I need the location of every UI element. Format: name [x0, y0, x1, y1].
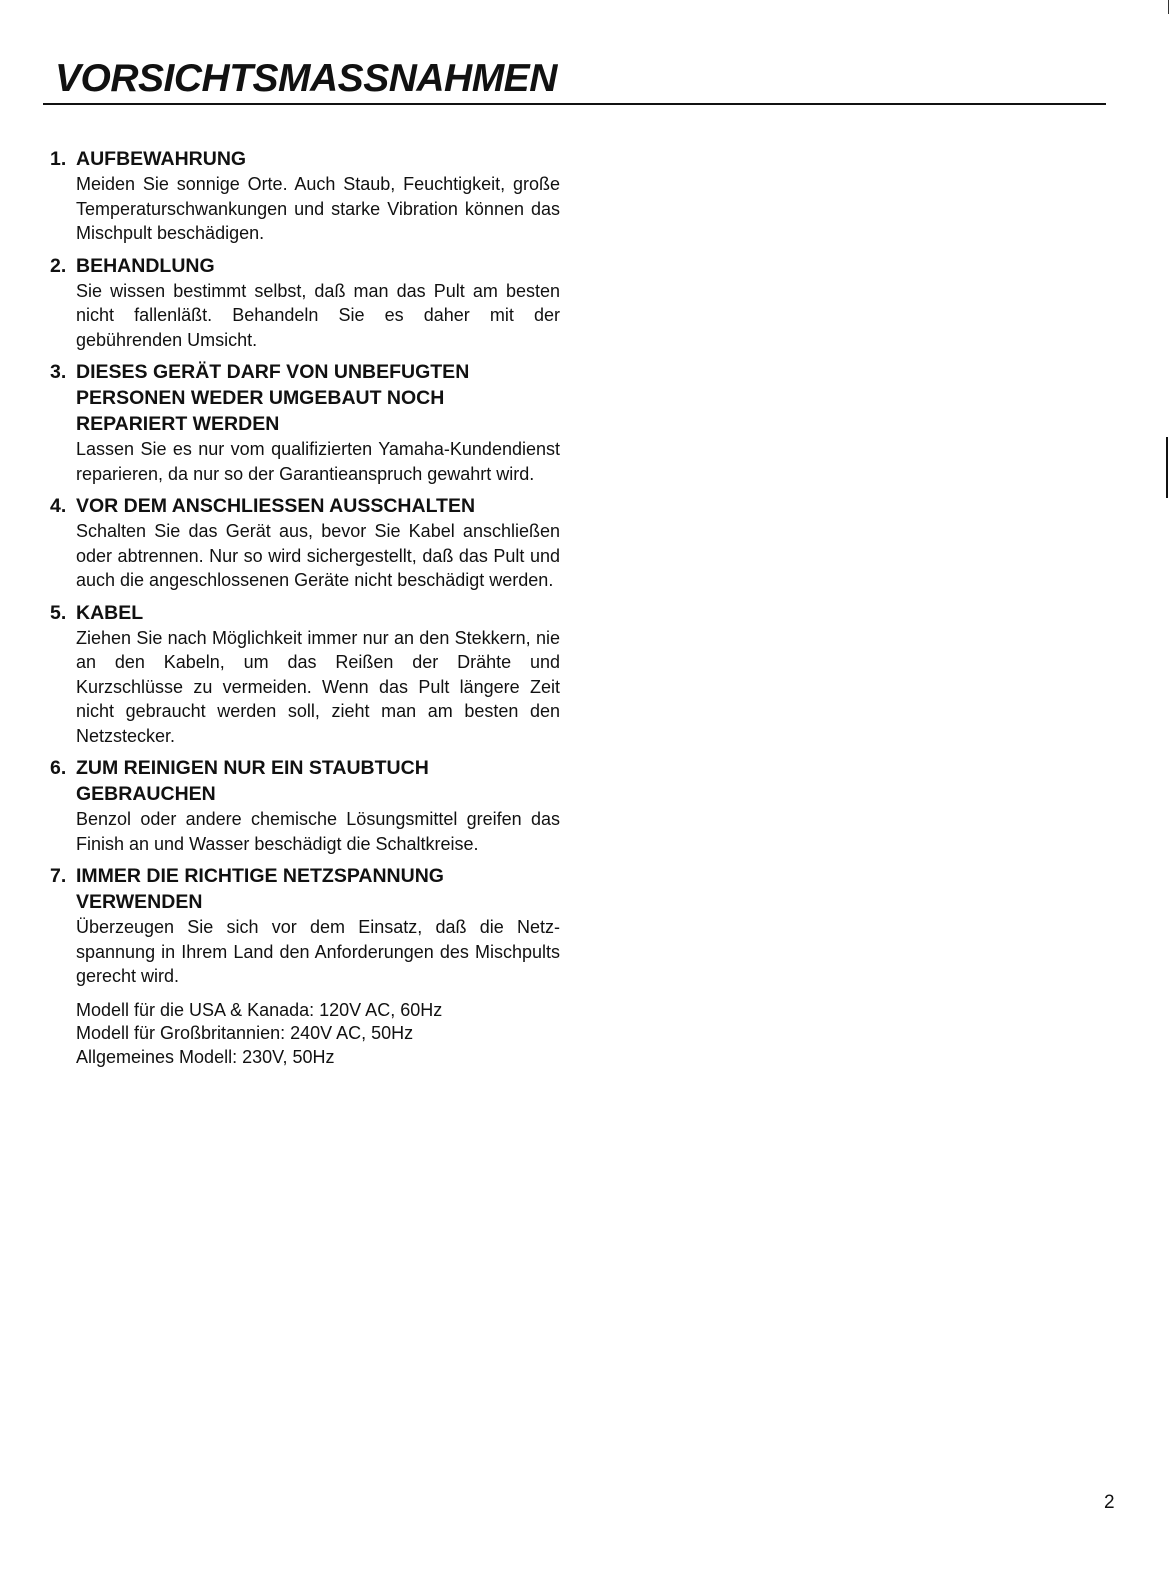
section-number: 3.: [50, 361, 67, 383]
section-number: 5.: [50, 601, 67, 624]
section-number: 1.: [50, 148, 67, 170]
voltage-spec-item: Modell für Großbritannien: 240V AC, 50Hz: [76, 1023, 414, 1043]
section-correct-voltage: [50, 863, 560, 1069]
section-handling: [50, 253, 560, 353]
section-number: 7.: [50, 865, 67, 887]
section-text: Benzol oder andere chemische Lösungsmittel greifen das Finish an und Wasser beschädigt die Schaltkreise.: [76, 809, 560, 854]
section-heading: [50, 600, 560, 626]
section-heading: [50, 253, 560, 279]
voltage-spec-list: [76, 999, 560, 1070]
section-cables: [50, 600, 560, 749]
section-title: KABEL: [76, 601, 144, 624]
section-text: Überzeugen Sie sich vor dem Einsatz, daß die Netzspannung in Ihrem Land den Anforderungen des Mischpults gerecht wird.: [76, 917, 560, 986]
section-number: 4.: [50, 495, 67, 517]
section-heading: [50, 359, 560, 437]
section-text: Ziehen Sie nach Möglichkeit immer nur an den Stekkern, nie an den Kabeln, um das Reißen der Drähte und Kurzschlüsse zu vermeiden. Wenn das Pult längere Zeit nicht gebraucht werden soll, zieht man am besten den Netzstecker.: [76, 627, 560, 746]
section-text: Schalten Sie das Gerät aus, bevor Sie Kabel anschließen oder abtrennen. Nur so wird sichergestellt, daß das Pult und auch die angeschlossenen Geräte nicht beschädigt werden.: [76, 521, 560, 590]
voltage-spec-item: Modell für die USA & Kanada: 120V AC, 60Hz: [76, 999, 443, 1020]
section-title: AUFBEWAHRUNG: [76, 148, 247, 170]
section-text: Lassen Sie es nur vom qualifizierten Yamaha-Kundendienst reparieren, da nur so der Garantieanspruch gewahrt wird.: [76, 439, 560, 484]
section-no-unauthorized-repair: [50, 359, 560, 486]
section-text: Sie wissen bestimmt selbst, daß man das Pult am besten nicht fallenläßt. Behandeln Sie es daher mit der gebührenden Umsicht.: [76, 280, 560, 350]
section-number: 2.: [50, 254, 67, 277]
section-title: DIESES GERÄT DARF VON UNBEFUGTEN PERSONEN WEDER UMGEBAUT NOCH REPARIERT WERDEN: [76, 361, 470, 435]
section-title: ZUM REINIGEN NUR EIN STAUBTUCH GEBRAUCHEN: [76, 757, 429, 805]
precautions-list: [50, 146, 560, 1076]
section-heading: [50, 755, 560, 807]
section-cleaning: [50, 755, 560, 856]
margin-bar-mark: [1166, 437, 1168, 498]
section-storage: [50, 146, 560, 246]
page-title: VORSICHTSMASSNAHMEN: [55, 57, 557, 100]
section-heading: [50, 863, 560, 915]
section-power-off-before-connecting: [50, 493, 560, 593]
section-heading: [50, 493, 560, 519]
voltage-spec-item: Allgemeines Modell: 230V, 50Hz: [76, 1046, 335, 1067]
section-text: Meiden Sie sonnige Orte. Auch Staub, Feuchtigkeit, große Temperaturschwankungen und starke Vibration können das Mischpult beschädigen.: [76, 174, 560, 243]
page-number: 2: [1104, 1492, 1115, 1513]
scan-edge-mark: [1168, 0, 1169, 14]
section-title: IMMER DIE RICHTIGE NETZSPANNUNG VERWENDEN: [76, 865, 444, 913]
section-number: 6.: [50, 757, 67, 779]
section-title: VOR DEM ANSCHLIESSEN AUSSCHALTEN: [76, 495, 476, 517]
title-rule: [43, 103, 1106, 105]
section-heading: [50, 146, 560, 172]
section-title: BEHANDLUNG: [76, 254, 215, 277]
